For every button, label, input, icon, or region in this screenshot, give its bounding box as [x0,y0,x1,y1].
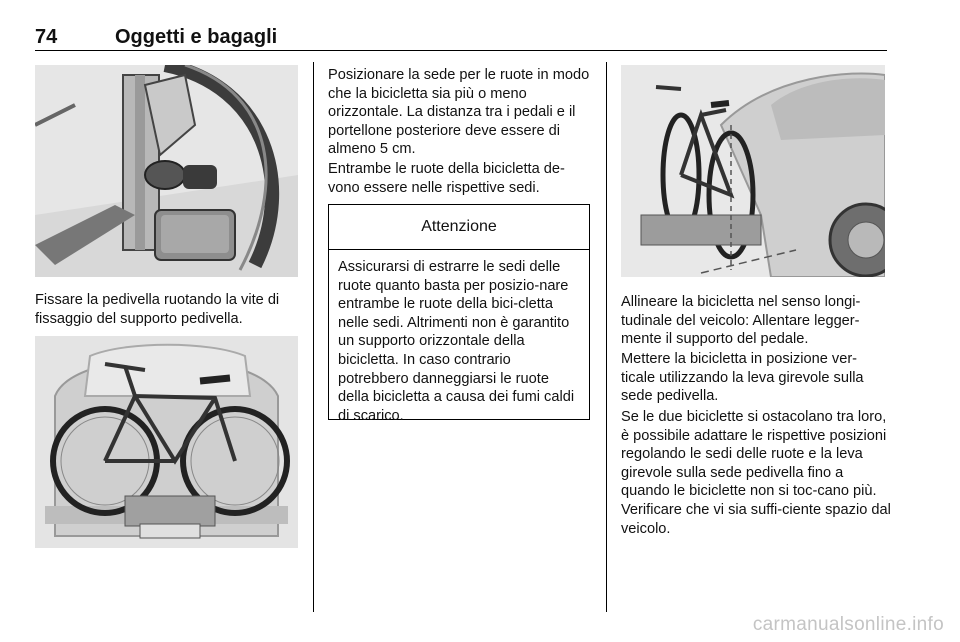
figure-pedal-holder [35,65,298,277]
header-rule [35,50,887,51]
warning-title: Attenzione [329,205,589,250]
chapter-title: Oggetti e bagagli [115,26,278,48]
figure-bike-rear-view [35,336,298,548]
paragraph-align-bike: Allineare la bicicletta nel senso longi-tudinale del veicolo: Allentare legger-mente il supporto del pedale. [621,294,861,348]
warning-body: Assicurarsi di estrarre le sedi delle ruote quanto basta per posizio-nare entrambe le ruote della bici-cletta nelle sedi. Altrimenti non è garantito un supporto orizzontale della bicicletta. In caso contrario potrebbero danneggiarsi le ruote della bicicletta a causa dei fumi caldi di scarico. [338,259,575,424]
paragraph-adjust-bikes: Se le due biciclette si ostacolano tra loro, è possibile adattare le rispettive posizioni regolando le sedi delle ruote e la leva girevole sulla sede pedivella fino a quando le biciclette non si toc-cano più. Verificare che vi sia suffi-ciente spazio dal veicolo. [621,409,891,537]
watermark: carmanualsonline.info [752,614,944,635]
warning-box [328,204,590,424]
caption-pedal-holder: Fissare la pedivella ruotando la vite di fissaggio del supporto pedivella. [35,292,280,327]
page-header [35,20,887,52]
column-divider-right [606,62,607,612]
paragraph-seat-position: Posizionare la sede per le ruote in modo che la bicicletta sia più o meno orizzontale. La distanza tra i pedali e il portellone posteriore deve essere di almeno 5 cm. [328,67,590,158]
column-divider-left [313,62,314,612]
paragraph-wheels-in-seats: Entrambe le ruote della bicicletta de-vono essere nelle rispettive sedi. [328,161,565,196]
page-number: 74 [35,26,58,48]
figure-car-with-bikes [621,65,885,277]
paragraph-vertical-position: Mettere la bicicletta in posizione ver-ticale utilizzando la leva girevole sulla sede pedivella. [621,351,864,405]
